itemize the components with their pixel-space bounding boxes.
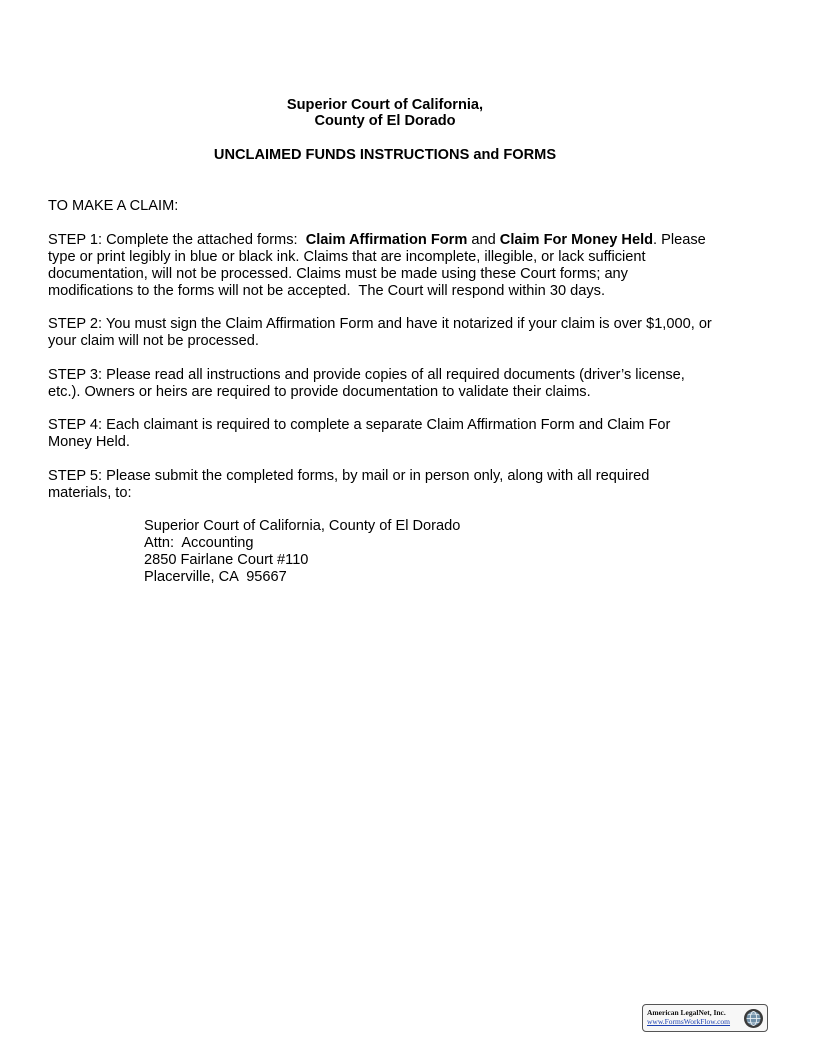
document-title: UNCLAIMED FUNDS INSTRUCTIONS and FORMS xyxy=(213,147,557,163)
step-3 xyxy=(48,367,728,401)
claim-affirmation-form-label: Claim Affirmation Form xyxy=(305,232,468,248)
step-3-line-2: etc.). Owners or heirs are required to provide documentation to validate their claims. xyxy=(48,384,591,400)
step-1-line-4: modifications to the forms will not be accepted. The Court will respond within 30 days. xyxy=(48,283,605,299)
step-2-line-1: STEP 2: You must sign the Claim Affirmation Form and have it notarized if your claim is over $1,000, or xyxy=(48,316,712,332)
step-1-and: and xyxy=(467,232,500,248)
step-1-line-3: documentation, will not be processed. Claims must be made using these Court forms; any xyxy=(48,266,628,282)
step-4-line-1: STEP 4: Each claimant is required to complete a separate Claim Affirmation Form and Claim For xyxy=(48,417,671,433)
step-5 xyxy=(48,468,728,502)
address-line-2: Attn: Accounting xyxy=(144,535,254,551)
step-1-line-2: type or print legibly in blue or black ink. Claims that are incomplete, illegible, or lack sufficient xyxy=(48,249,646,265)
address-line-4: Placerville, CA 95667 xyxy=(144,569,287,585)
step-2 xyxy=(48,316,728,350)
step-5-line-2: materials, to: xyxy=(48,485,132,501)
step-5-line-1: STEP 5: Please submit the completed forms, by mail or in person only, along with all required xyxy=(48,468,650,484)
step-2-line-2: your claim will not be processed. xyxy=(48,333,259,349)
logo-text xyxy=(647,1008,730,1026)
american-legalnet-logo[interactable] xyxy=(642,1004,768,1032)
globe-icon xyxy=(743,1008,764,1029)
logo-company-name: American LegalNet, Inc. xyxy=(647,1008,726,1017)
mailing-address xyxy=(144,518,460,586)
county-name: County of El Dorado xyxy=(314,113,456,129)
step-4-line-2: Money Held. xyxy=(48,434,130,450)
step-3-line-1: STEP 3: Please read all instructions and provide copies of all required documents (driver’s license, xyxy=(48,367,685,383)
intro-heading: TO MAKE A CLAIM: xyxy=(48,198,179,214)
court-name: Superior Court of California, xyxy=(286,97,484,113)
step-1-rest: . Please xyxy=(653,232,706,248)
address-line-3: 2850 Fairlane Court #110 xyxy=(144,552,309,568)
address-line-1: Superior Court of California, County of El Dorado xyxy=(144,518,461,534)
claim-for-money-held-label: Claim For Money Held xyxy=(499,232,654,248)
step-1-prefix: STEP 1: Complete the attached forms: xyxy=(48,232,306,248)
step-4 xyxy=(48,417,728,451)
logo-url-link[interactable]: www.FormsWorkFlow.com xyxy=(647,1017,731,1026)
step-1 xyxy=(48,232,728,300)
step-1-line-1 xyxy=(48,232,728,249)
